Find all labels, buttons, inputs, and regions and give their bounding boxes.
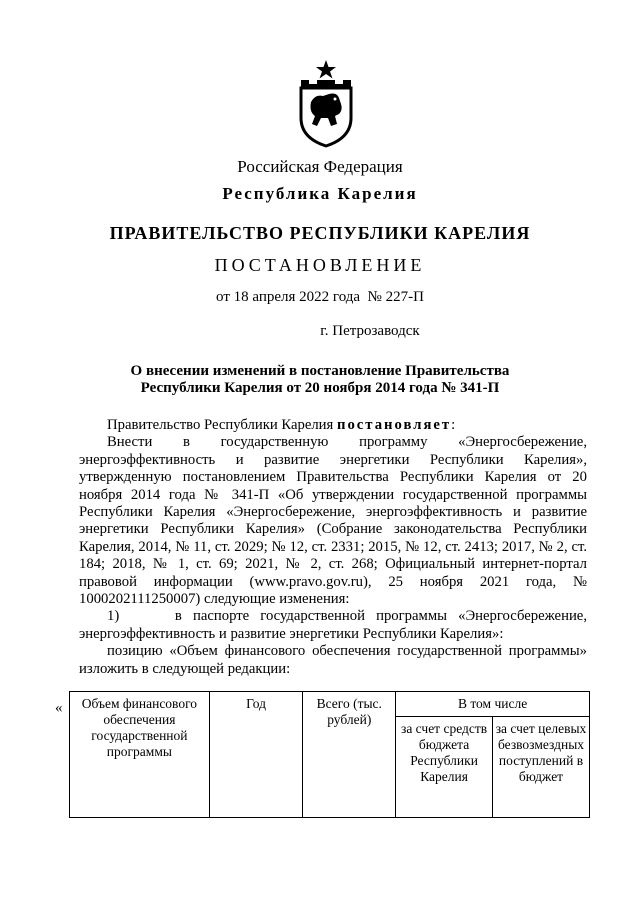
header-total: Всего (тыс. рублей) <box>303 692 396 818</box>
header-budget: за счет средств бюджета Республики Карелия <box>396 717 493 818</box>
preamble-paragraph <box>79 417 587 434</box>
header-year: Год <box>209 692 303 818</box>
header-including: В том числе <box>396 692 590 717</box>
header-funding: Объем финансового обеспечения государственной программы <box>70 692 210 818</box>
opening-quote: « <box>55 700 63 716</box>
federation-heading: Российская Федерация <box>237 157 403 176</box>
decree-verb: постановляет <box>336 417 452 433</box>
item-1-paragraph: 1) в паспорте государственной программы «Энергосбережение, энергоэффективность и развитие энергетики Республики Карелия»: <box>79 608 591 642</box>
title-line-2: Республики Карелия от 20 ноября 2014 года № 341-П <box>140 380 500 396</box>
republic-heading: Республика Карелия <box>222 184 418 203</box>
government-heading: ПРАВИТЕЛЬСТВО РЕСПУБЛИКИ КАРЕЛИЯ <box>109 223 531 243</box>
funding-table <box>69 691 590 818</box>
position-paragraph: позицию «Объем финансового обеспечения государственной программы» изложить в следующей редакции: <box>79 643 587 677</box>
table-header-row <box>70 692 590 717</box>
preamble-colon: : <box>451 417 456 433</box>
amendment-paragraph: Внести в государственную программу «Энергосбережение, энергоэффективность и развитие энергетики Республики Карелия», утвержденную постановлением Правительства Республики Карелия от 20 ноября 2014 года № 341-П «Об утверждении государственной программы Республики Карелия «Энергосбережение, энергоэффективность и развитие энергетики Республики Карелия» (Собрание законодательства Республики Карелия, 2014, № 11, ст. 2029; № 12, ст. 2331; 2015, № 12, ст. 2413; 2017, № 2, ст. 184; 2018, № 1, ст. 69; 2021, № 2, ст. 268; Официальный интернет-портал правовой информации (www.pravo.gov.ru), 25 ноября 2021 года, № 1000202111250007) следующие изменения: <box>79 434 587 608</box>
document-title <box>0 363 640 397</box>
karelia-coat-of-arms-icon <box>295 58 357 148</box>
document-type: ПОСТАНОВЛЕНИЕ <box>214 255 426 275</box>
date-and-number: от 18 апреля 2022 года № 227-П <box>216 289 424 305</box>
header-grants: за счет целевых безвозмездных поступлений в бюджет <box>493 717 590 818</box>
title-line-1: О внесении изменений в постановление Правительства <box>130 363 510 379</box>
preamble-lead: Правительство Республики Карелия <box>107 417 337 433</box>
city-line: г. Петрозаводск <box>320 323 420 339</box>
decree-body <box>79 417 591 678</box>
